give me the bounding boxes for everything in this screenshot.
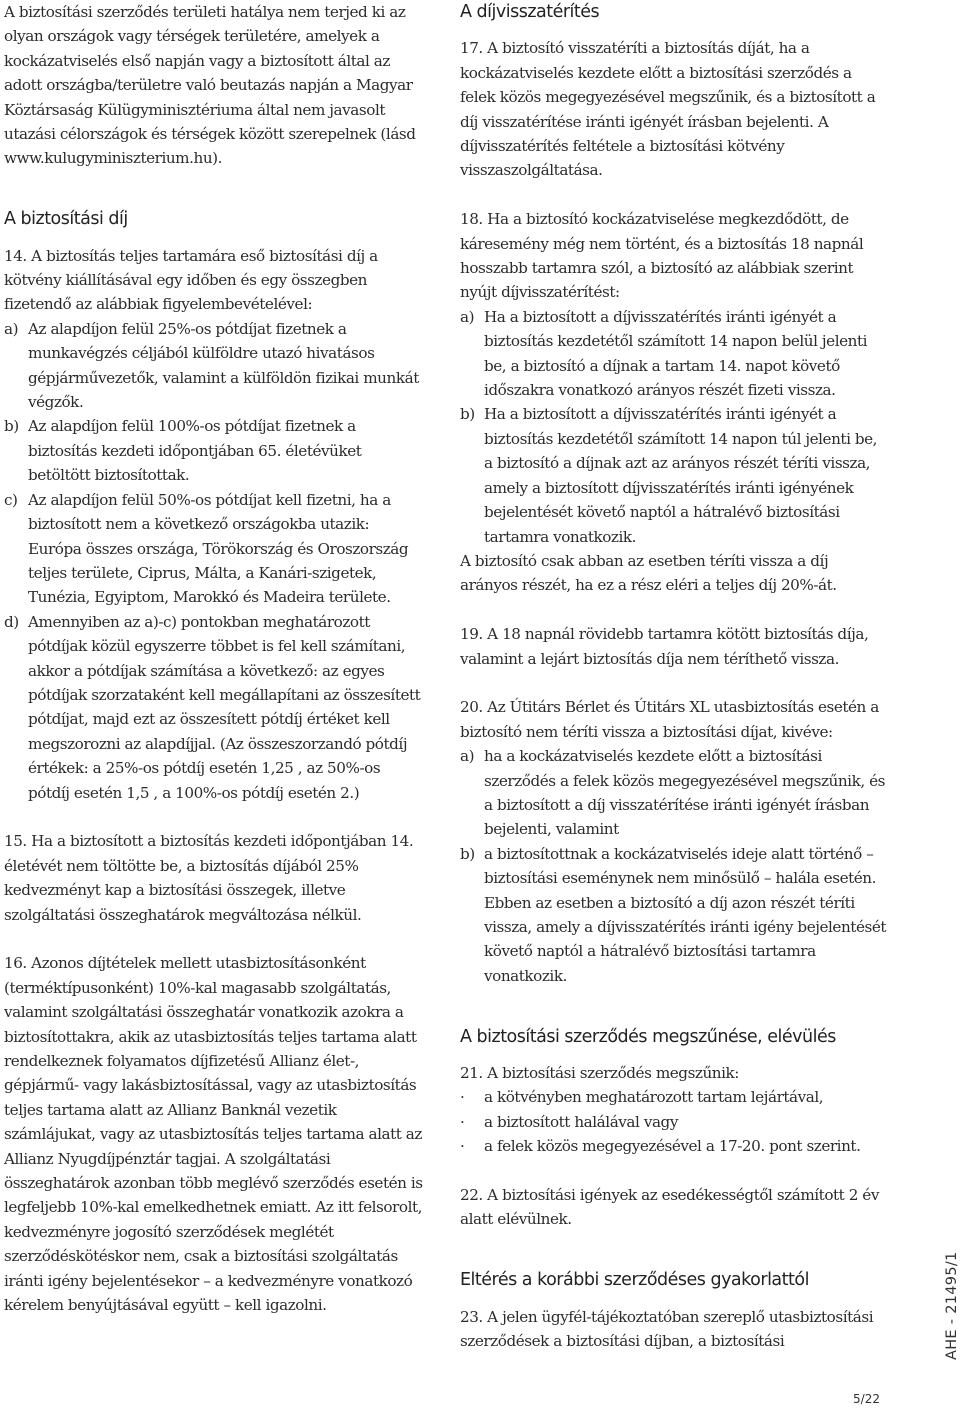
paragraph-21: 21. A biztosítási szerződés megszűnik: [460,1064,739,1082]
paragraph-20: 20. Az Útitárs Bérlet és Útitárs XL utasbiztosítás esetén a biztosító nem téríti vissza a biztosítási díjat, kivéve: [460,698,879,741]
list-item: · a biztosított halálával vagy [460,1112,678,1131]
paragraph-15: 15. Ha a biztosított a biztosítás kezdeti időpontjában 14. életévét nem töltötte be, a biztosítás díjából 25% kedvezményt kap a biztosítási összegek, illetve szolgáltatási összeghatárok megváltozása nélkül. [4,832,414,924]
list-item: c) Az alapdíjon felül 50%-os pótdíjat kell fizetni, ha a biztosított nem a következő országokba utazik: Európa összes országa, Törökország és Oroszország teljes területe, Ciprus, Málta, a Kanári-szigetek, Tunézia, Egyiptom, Marokkó és Madeira területe. [4,490,409,607]
list-item: a) Ha a biztosított a díjvisszatérítés iránti igényét a biztosítás kezdetétől számított 14 napon belül jelenti be, a biztosító a díjnak a tartam 14. napot követő időszakra vonatkozó arányos részét fizeti vissza. [460,307,868,400]
list-item: · a felek közös megegyezésével a 17-20. pont szerint. [460,1137,861,1156]
list-item: b) Ha a biztosított a díjvisszatérítés iránti igényét a biztosítás kezdetétől számított 14 napon túl jelenti be, a biztosító a díjnak azt az arányos részét téríti vissza, amely a biztosított díjvisszatérítés iránti igényének bejelentését követő naptól a hátralévő biztosítási tartamra vonatkozik. [460,405,878,546]
list-item: b) Az alapdíjon felül 100%-os pótdíjat fizetnek a biztosítás kezdeti időpontjában 65. életévüket betöltött biztosítottak. [4,417,362,485]
paragraph-18: 18. Ha a biztosító kockázatviselése megkezdődött, de káresemény még nem történt, és a biztosítás 18 napnál hosszabb tartamra szól, a biztosító az alábbiak szerint nyújt díjvisszatérítést: [460,210,864,302]
document-code: AHE - 21495/1 [944,1251,960,1360]
page-number: 5/22 [853,1392,880,1406]
section-heading-premium: A biztosítási díj [4,209,128,230]
territorial-scope-paragraph: A biztosítási szerződés területi hatálya nem terjed ki az olyan országok vagy térségek területére, amelyek a kockázatviselés első napján vagy a biztosított által az adott országba/területre való beutazás napján a Magyar Köztársaság Külügyminisztériuma által nem javasolt utazási célországok és térségek között szerepelnek (lásd www.kulugyminiszterium.hu). [4,3,416,168]
section-heading-termination: A biztosítási szerződés megszűnése, elévülés [460,1026,836,1047]
section-heading-refund: A díjvisszatérítés [460,2,600,22]
list-item: b) a biztosítottnak a kockázatviselés ideje alatt történő – biztosítási eseménynek nem minősülő – halála esetén. Ebben az esetben a biztosító a díj azon részét téríti vissza, amely a díjvisszatérítés iránti igény bejelentését követő naptól a hátralévő biztosítási tartamra vonatkozik. [460,844,887,985]
section-heading-deviation: Eltérés a korábbi szerződéses gyakorlattól [460,1270,809,1291]
right-column [460,0,890,1353]
paragraph-23: 23. A jelen ügyfél-tájékoztatóban szereplő utasbiztosítási szerződések a biztosítási díjban, a biztosítási [460,1307,874,1351]
paragraph-18-tail: A biztosító csak abban az esetben téríti vissza a díj arányos részét, ha ez a rész eléri a teljes díj 20%-át. [460,551,837,595]
list-item: a) Az alapdíjon felül 25%-os pótdíjat fizetnek a munkavégzés céljából külföldre utazó hivatásos gépjárművezetők, valamint a külföldön fizikai munkát végzők. [4,319,419,412]
paragraph-17: 17. A biztosító visszatéríti a biztosítás díját, ha a kockázatviselés kezdete előtt a biztosítási szerződés a felek közös megegyezésével megszűnik, és a biztosított a díj visszatérítése iránti igényét írásban bejelenti. A díjvisszatérítés feltétele a biztosítási kötvény visszaszolgáltatása. [460,39,876,180]
paragraph-16: 16. Azonos díjtételek mellett utasbiztosításonként (terméktípusonként) 10%-kal magasabb szolgáltatás, valamint szolgáltatási összeghatár vonatkozik azokra a biztosítottakra, akik az utasbiztosítás teljes tartama alatt rendelkeznek folyamatos díjfizetésű Allianz élet-, gépjármű- vagy lakásbiztosítással, vagy az utasbiztosítás teljes tartama alatt az Allianz Banknál vezetik számlájukat, vagy az utasbiztosítás teljes tartama alatt az Allianz Nyugdíjpénztár tagjai. A szolgáltatási összeghatárok azonban több meglévő szerződés esetén is legfeljebb 10%-kal emelkedhetnek emiatt. Az itt felsorolt, kedvezményre jogosító szerződések meglétét szerződéskötéskor nem, csak a biztosítási szolgáltatás iránti igény bejelentésekor – a kedvezményre vonatkozó kérelem benyújtásával együtt – kell igazolni. [4,954,423,1315]
paragraph-19: 19. A 18 napnál rövidebb tartamra kötött biztosítás díja, valamint a lejárt biztosítás díja nem téríthető vissza. [460,625,869,668]
paragraph-14: 14. A biztosítás teljes tartamára eső biztosítási díj a kötvény kiállításával egy időben és egy összegben fizetendő az alábbiak figyelembevételével: [4,246,378,314]
left-column [4,0,424,1317]
list-item: d) Amennyiben az a)-c) pontokban meghatározott pótdíjak közül egyszerre többet is fel kell számítani, akkor a pótdíjak számítása a következő: az egyes pótdíjak szorzataként kell megállapítani az összesített pótdíjat, majd ezt az összesített pótdíj értéket kell megszorozni az alapdíjjal. (Az összeszorzandó pótdíj értékek: a 25%-os pótdíj esetén 1,25 , az 50%-os pótdíj esetén 1,5 , a 100%-os pótdíj esetén 2.) [4,612,421,802]
list-item: · a kötvényben meghatározott tartam lejártával, [460,1088,824,1107]
paragraph-22: 22. A biztosítási igények az esedékességtől számított 2 év alatt elévülnek. [460,1186,879,1229]
list-item: a) ha a kockázatviselés kezdete előtt a biztosítási szerződés a felek közös megegyezésével megszűnik, és a biztosított a díj visszatérítése iránti igényét írásban bejelenti, valamint [460,747,885,839]
